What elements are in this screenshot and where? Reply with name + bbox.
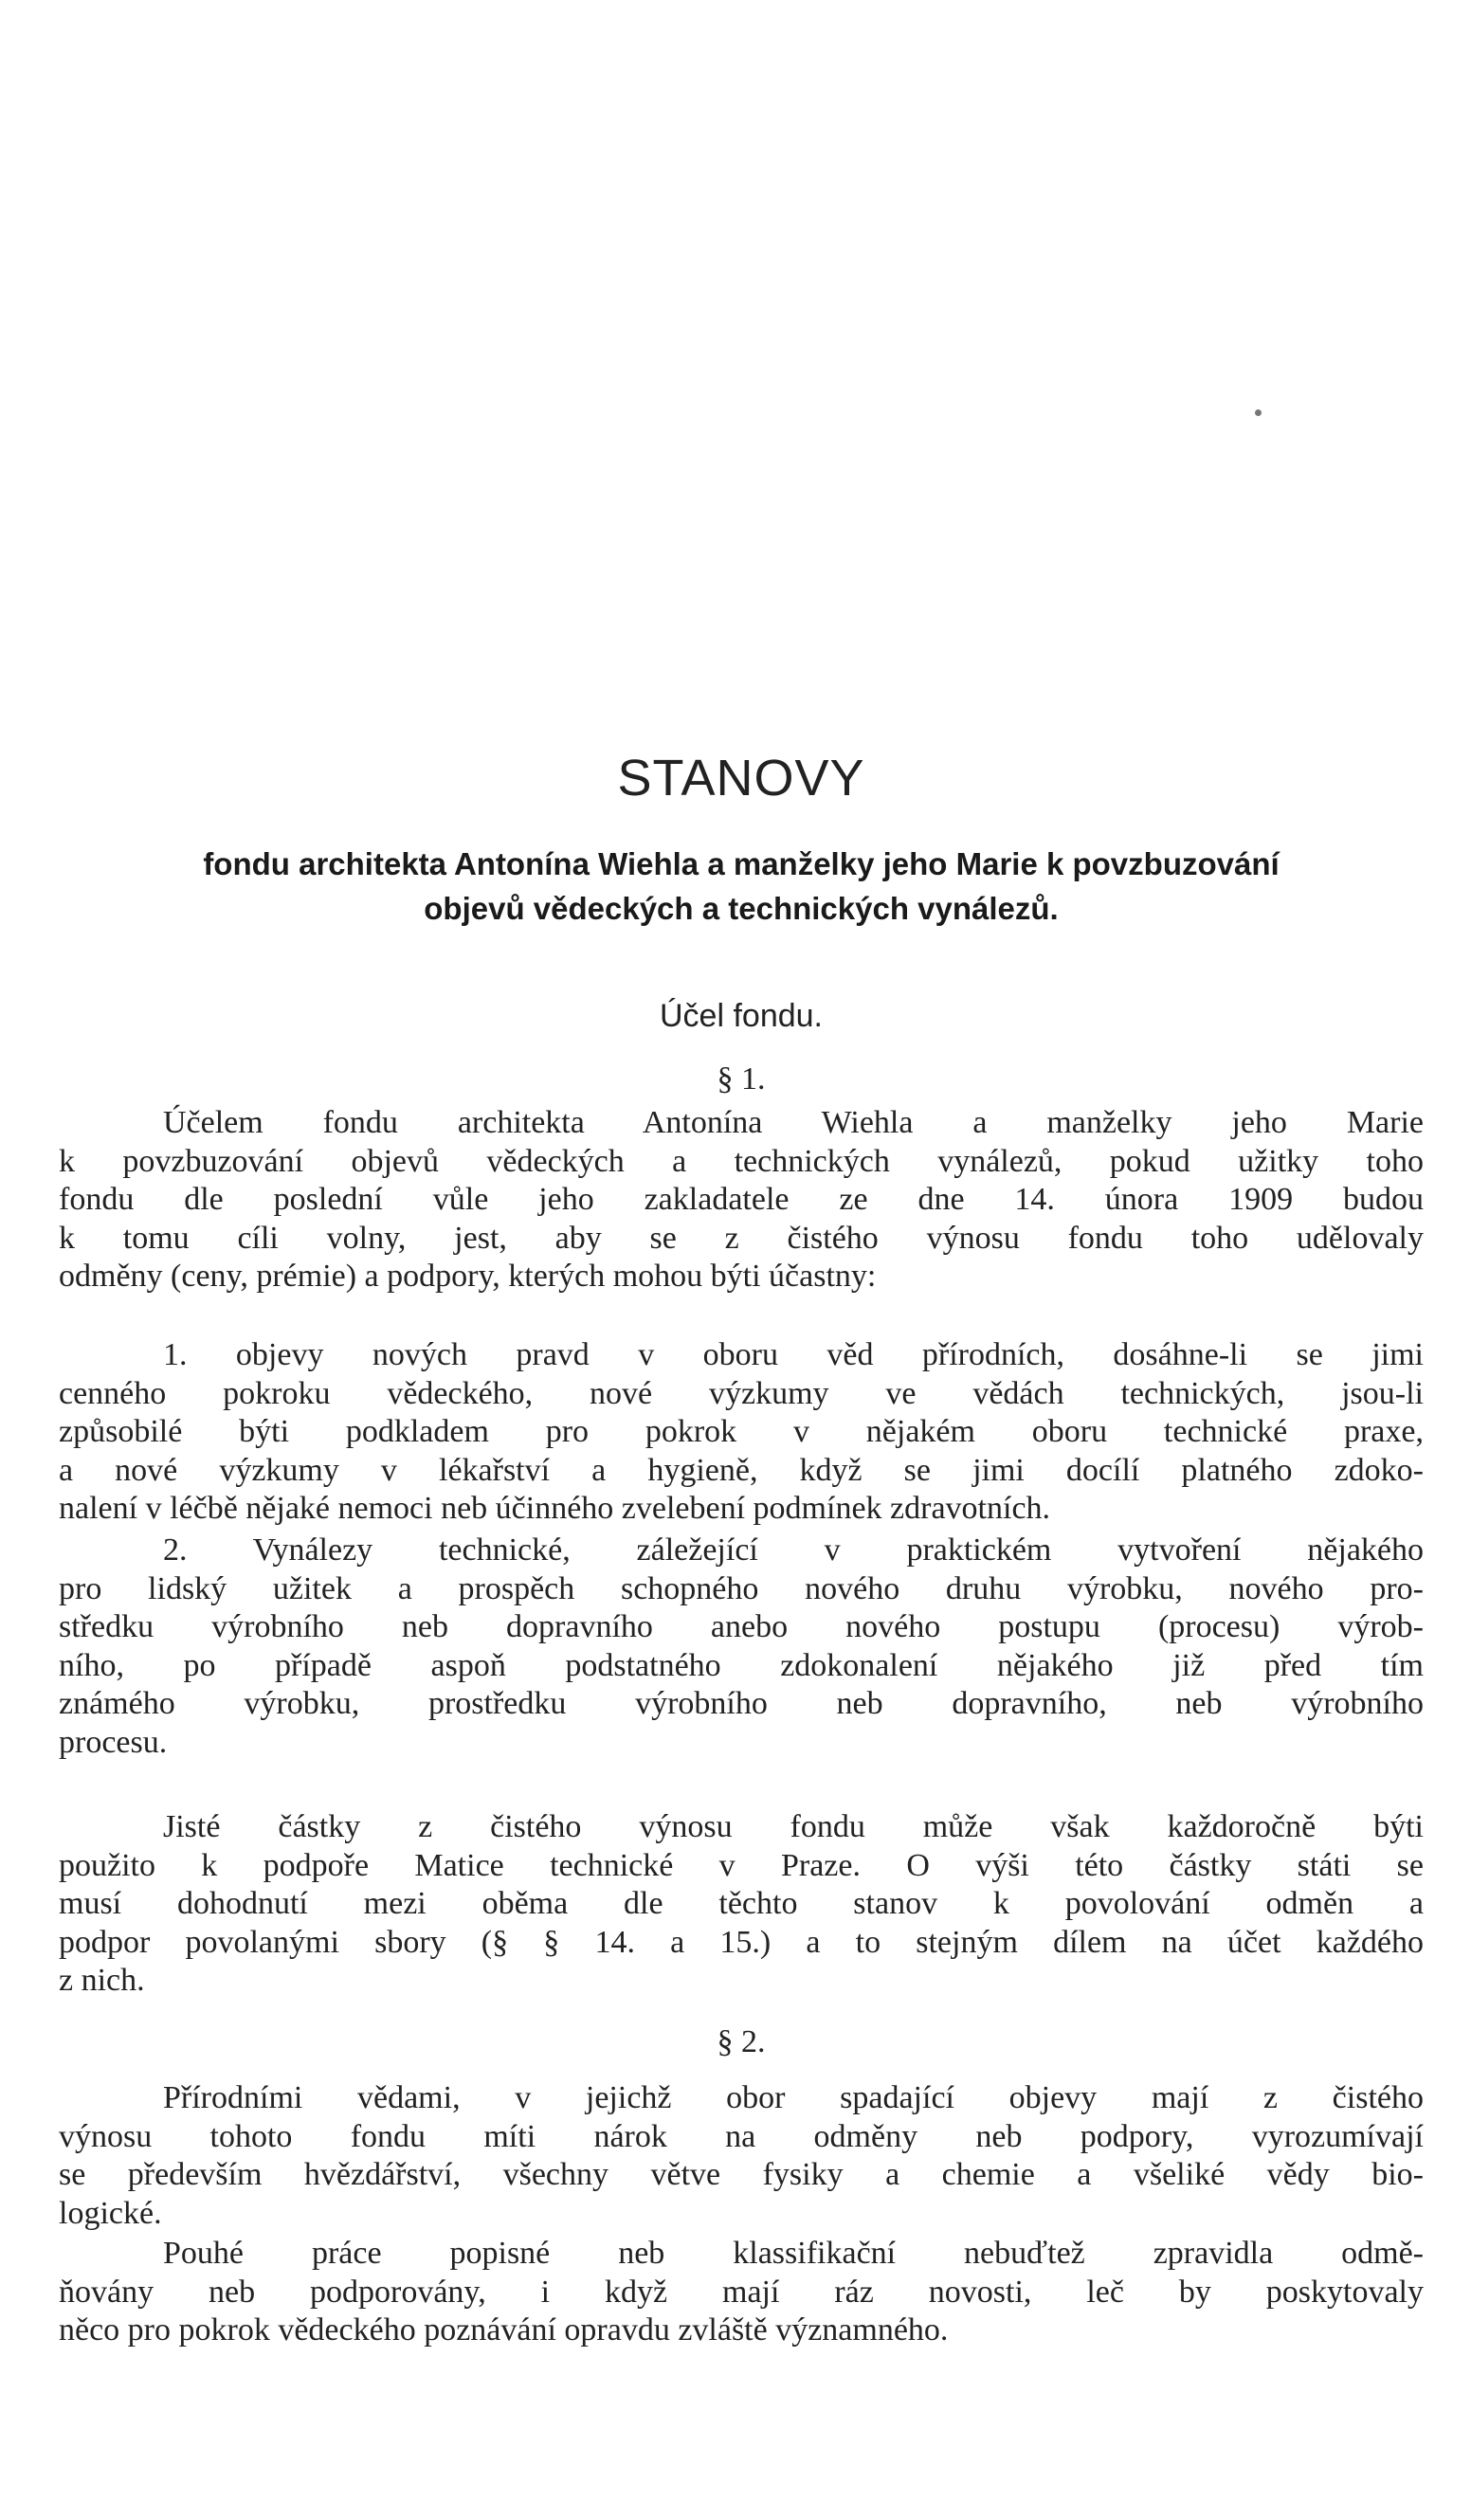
text-line: nalení v léčbě nějaké nemoci neb účinného zvelebení podmínek zdravotních.	[59, 1491, 1051, 1526]
text-line: způsobilé býti podkladem pro pokrok v nějakém oboru technické praxe,	[59, 1414, 1424, 1449]
text-line: něco pro pokrok vědeckého poznávání opravdu zvláště významného.	[59, 2312, 949, 2348]
text-line: se především hvězdářství, všechny větve fysiky a chemie a všeliké vědy bio-	[59, 2157, 1424, 2192]
text-line: musí dohodnutí mezi oběma dle těchto stanov k povolování odměn a	[59, 1886, 1424, 1921]
paragraph-1	[59, 1104, 1424, 1296]
text-line: procesu.	[59, 1724, 168, 1760]
text-line: ňovány neb podporovány, i když mají ráz novosti, leč by poskytovaly	[59, 2274, 1424, 2310]
text-line: podpor povolanými sbory (§ § 14. a 15.) a to stejným dílem na účet každého	[59, 1924, 1424, 1960]
text-line: Jisté částky z čistého výnosu fondu může však každoročně býti	[163, 1809, 1424, 1844]
text-line: Pouhé práce popisné neb klassifikační nebuďtež zpravidla odmě-	[163, 2236, 1424, 2271]
text-line: k tomu cíli volny, jest, aby se z čistého výnosu fondu toho udělovaly	[59, 1220, 1424, 1256]
text-line: fondu dle poslední vůle jeho zakladatele ze dne 14. února 1909 budou	[59, 1182, 1424, 1217]
text-line: výnosu tohoto fondu míti nárok na odměny neb podpory, vyrozumívají	[59, 2118, 1424, 2154]
text-line: středku výrobního neb dopravního anebo nového postupu (procesu) výrob-	[59, 1609, 1424, 1644]
text-line: použito k podpoře Matice technické v Praze. O výši této částky státi se	[59, 1847, 1424, 1883]
ink-speck	[1255, 409, 1262, 416]
text-line: z nich.	[59, 1963, 145, 1998]
text-line: Účelem fondu architekta Antonína Wiehla a manželky jeho Marie	[163, 1105, 1424, 1140]
paragraph-mark-2: § 2.	[717, 2024, 766, 2059]
paragraph-4	[59, 1808, 1424, 2001]
text-line: a nové výzkumy v lékařství a hygieně, když se jimi docílí platného zdoko-	[59, 1452, 1424, 1488]
text-line: odměny (ceny, prémie) a podpory, kterých mohou býti účastny:	[59, 1259, 877, 1294]
paragraph-5	[59, 2079, 1424, 2233]
text-line: pro lidský užitek a prospěch schopného nového druhu výrobku, nového pro-	[59, 1570, 1424, 1606]
subtitle-line: fondu architekta Antonína Wiehla a manželky jeho Marie k povzbuzování	[203, 846, 1280, 881]
paragraph-mark-1: § 1.	[717, 1061, 766, 1097]
subtitle-line: objevů vědeckých a technických vynálezů.	[424, 891, 1059, 926]
text-line: logické.	[59, 2195, 162, 2231]
text-line: známého výrobku, prostředku výrobního neb dopravního, neb výrobního	[59, 1686, 1424, 1721]
text-line: 1. objevy nových pravd v oboru věd přírodních, dosáhne-li se jimi	[163, 1337, 1424, 1372]
document-page	[59, 0, 1424, 2520]
paragraph-2	[59, 1336, 1424, 1529]
text-line: cenného pokroku vědeckého, nové výzkumy ve vědách technických, jsou-li	[59, 1375, 1424, 1411]
paragraph-3	[59, 1532, 1424, 1762]
text-line: k povzbuzování objevů vědeckých a technických vynálezů, pokud užitky toho	[59, 1143, 1424, 1179]
section-title: Účel fondu.	[660, 998, 823, 1034]
text-line: 2. Vynálezy technické, záležející v praktickém vytvoření nějakého	[163, 1532, 1424, 1568]
paragraph-6	[59, 2235, 1424, 2350]
document-title: STANOVY	[617, 750, 865, 807]
text-line: Přírodními vědami, v jejichž obor spadající objevy mají z čistého	[163, 2080, 1424, 2115]
text-line: ního, po případě aspoň podstatného zdokonalení nějakého již před tím	[59, 1647, 1424, 1683]
document-subtitle	[59, 842, 1424, 931]
